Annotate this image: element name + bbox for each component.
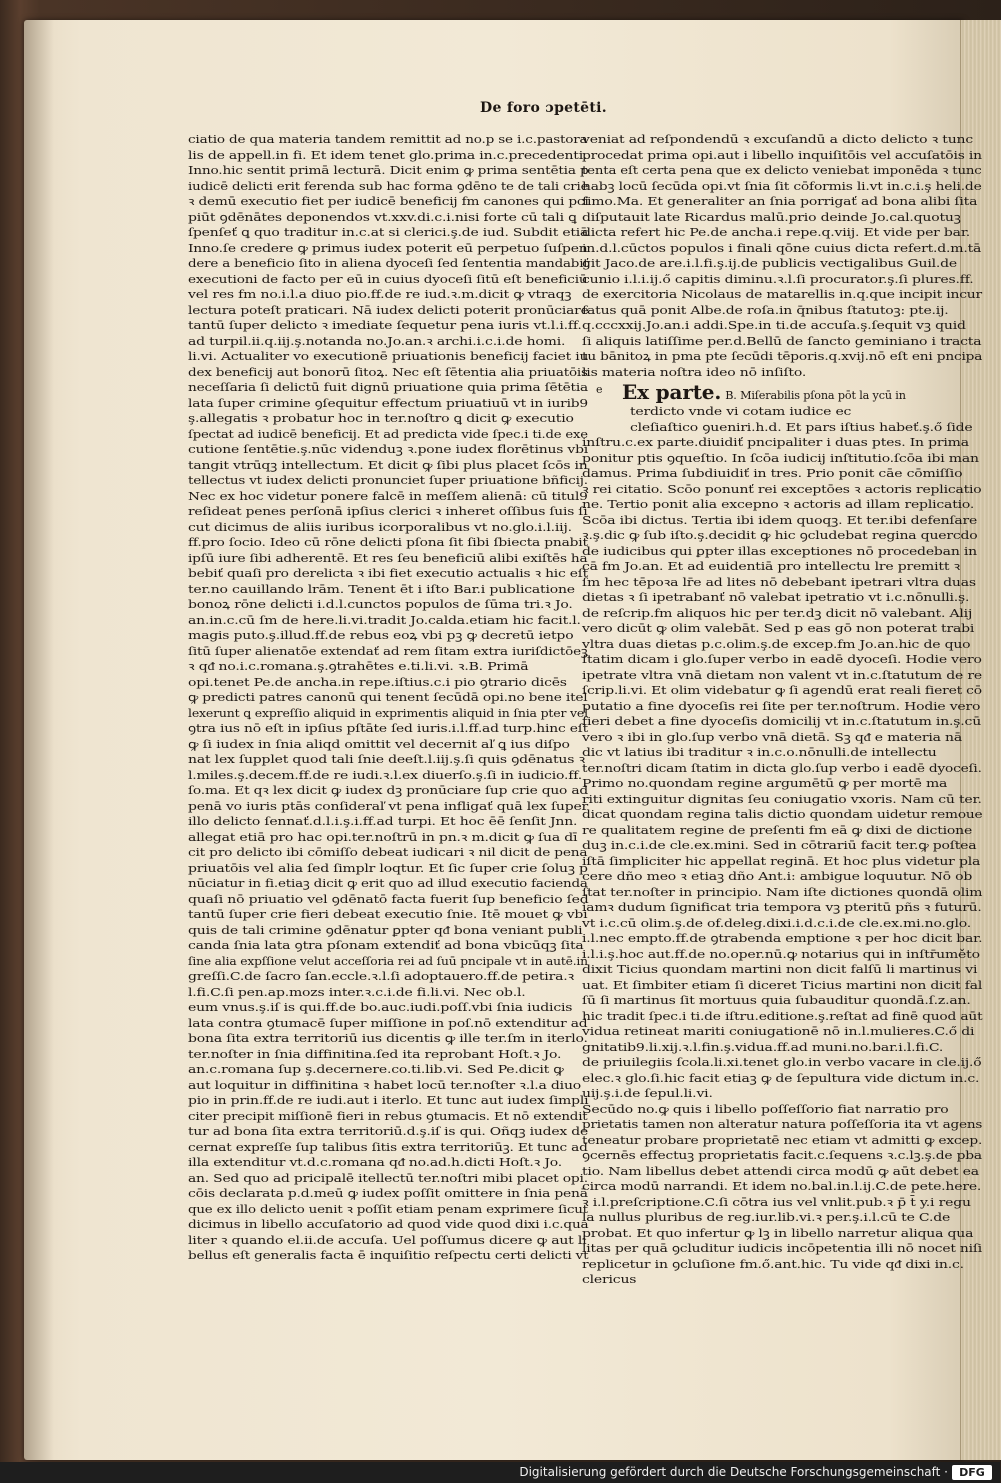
text-line: ꝛ demū executio fiet per iudicē beneficij fm canones qui pci <box>188 195 589 208</box>
text-line: cā fm Jo.an. Et ad euidentiā pro intellectu lre premitt ꝛ <box>582 560 960 573</box>
text-line: ꝙ ſi iudex in ſnia aliqd omittit vel decernit aľ ꝗ ius diſpo <box>188 737 570 751</box>
text-line: Scōa ibi dictus. Tertia ibi idem quoqꝫ. Et ter.ibi defenſare <box>582 513 978 527</box>
section-heading <box>582 380 982 404</box>
text-line: que ex illo delicto uenit ꝛ poſſit etiam penam exprimere ſicut <box>188 1202 588 1216</box>
text-line: circa modū narrandi. Et idem no.bal.in.l.ij.C.de pete.here. <box>582 1180 982 1193</box>
text-line: de priuilegiis ſcola.li.xi.tenet glo.in verbo vacare in cle.ij.ő <box>582 1056 982 1069</box>
text-line: ſtatim dicam i glo.ſuper verbo in eadē dyoceſi. Hodie vero <box>582 653 982 666</box>
text-line: in.d.l.cūctos populos i finali qōne cuius dicta refert.d.m.tā <box>582 241 982 255</box>
text-line: hic tradit ſpec.i ti.de iſtru.editione.ş.reſtat ad finē quod aūt <box>582 1009 983 1023</box>
text-line: executioni de facto per eū in cuius dyoceſi ſitū eſt beneficiū <box>188 272 588 286</box>
text-line: prietatis tamen non alteratur natura poſſeſſoria ita vt agens <box>582 1118 983 1131</box>
text-line: re qualitatem regine de preſenti fm eā ꝙ dixi de dictione <box>582 823 973 837</box>
text-line: greſſi.C.de ſacro ſan.eccle.ꝛ.l.ſi adoptauero.ff.de petira.ꝛ <box>188 970 574 983</box>
text-line: cōis declarata p.d.meū ꝙ iudex poſſit omittere in ſnia penā <box>188 1187 588 1200</box>
text-line: de iudicibus qui ꝑpter illas exceptiones nō procedeban in <box>582 544 978 558</box>
text-line: dicat quondam regina talis dictio quondam uidetur remoue <box>582 808 983 821</box>
text-line: lata ſuper crimine ꝯſequitur effectum priuatiuū vt in iurib9 <box>188 396 588 410</box>
text-line: nat lex ſupplet quod tali ſnie deeſt.l.iij.ş.ſi quis ꝯdēnatus ꝛ <box>188 753 585 766</box>
text-line: diſputauit late Ricardus malū.prio deinde Jo.cal.quotuꝫ <box>582 210 961 224</box>
text-line: bonoꝝ rōne delicti i.d.l.cunctos populos de ſūma tri.ꝛ Jo. <box>188 598 573 611</box>
text-line: probat. Et quo infertur ꝙ lꝫ in libello narretur aliqua qua <box>582 1226 974 1240</box>
text-line: teneatur probare proprietatē nec etiam vt admitti ꝙ excep. <box>582 1133 983 1147</box>
text-line: tellectus vt iudex delicti pronunciet ſuper priuatione bñficij. <box>188 474 588 487</box>
text-line: eum vnus.ş.iſ is qui.ff.de bo.auc.iudi.poſſ.vbi ſnia iudicis <box>188 1001 573 1014</box>
text-line: cunio i.l.i.ij.ő capitis diminu.ꝛ.l.ſi procurator.ş.ſi plures.ff. <box>582 272 974 286</box>
text-line: vero dicūt ꝙ olim valebāt. Sed p eas gō non poterat trabi <box>582 622 975 635</box>
footer-credit-text: Digitalisierung gefördert durch die Deutsche Forschungsgemeinschaft · <box>519 1465 948 1479</box>
text-line: ff.pro ſocio. Ideo cū rōne delicti pſona ſit ſibi ſbiecta pnabit <box>188 536 588 549</box>
text-line: Primo no.quondam regine argumētū ꝙ per mortē ma <box>582 777 948 790</box>
text-line: clericus <box>582 1273 637 1286</box>
text-line: allegat etiā pro hac opi.ter.noſtrū in pn.ꝛ m.dicit ꝙ ſua dī <box>188 830 578 844</box>
text-line: fieri debet a fine dyoceſis domicilij vt in.c.ſtatutum in.ş.cū <box>582 715 982 728</box>
text-line: lectura poteſt praticari. Nā iudex delicti poterit pronūciare <box>188 303 589 317</box>
text-line: ſpenſeť ꝗ quo traditur in.c.at si clerici.ş.de iud. Subdit etiā <box>188 226 589 239</box>
text-line: liter ꝛ quando el.ii.de accuſa. Uel poſſumus dicere ꝙ aut li <box>188 1233 587 1247</box>
text-line: replicetur in ꝯcluſione fm.ő.ant.hic. Tu vide qᵭ dixi in.c. <box>582 1257 964 1271</box>
text-line: dixit Ticius quondam martini non dicit falſū li martinus vi <box>582 963 978 976</box>
text-line: vltra duas dietas p.c.olim.ş.de excep.fm Jo.an.hic de quo <box>582 637 971 651</box>
text-line: iſtā ſimpliciter hic appellat reginā. Et hoc plus videtur pla <box>582 854 981 868</box>
text-line: ꝛ i.l.preſcriptione.C.ſi cōtra ius vel vnlit.pub.ꝛ p̄ t̄ y.i regu <box>582 1195 971 1209</box>
text-line: ſū ſi martinus ſit mortuus quia ſubauditur quondā.ſ.z.an. <box>582 994 971 1007</box>
text-line: dere a beneficio ſito in aliena dyoceſi ſed ſententia mandabiť <box>188 257 589 270</box>
text-line: git Jaco.de are.i.l.fi.ş.ij.de publicis vectigalibus Guil.de <box>582 257 958 270</box>
text-line: de reſcrip.fm aliquos hic per ter.dꝫ dicit nō valebant. Alij <box>582 606 973 620</box>
text-line: cutione ſentētie.ş.nūc videnduꝫ ꝛ.pone iudex florētinus vbi <box>188 443 589 456</box>
text-line: q.cccxxij.Jo.an.i addi.Spe.in ti.de accuſa.ş.ſequit vꝫ quid <box>582 319 966 332</box>
text-line: bebiť quaſi pro derelicta ꝛ ibi fiet executio actualis ꝛ hic eſt <box>188 567 588 580</box>
text-line: penā vo iuris ptās conſideraľ vt pena infligať quā lex ſuper <box>188 799 588 813</box>
text-line: ꝙ predicti patres canonū qui tenent ſecūdā opi.no bene itel <box>188 691 588 704</box>
text-line: i.l.i.ş.hoc aut.ff.de no.oper.nū.ꝙ notarius qui in inſtr̄uměto <box>582 947 980 961</box>
text-line: uat. Et ſimbiter etiam ſi diceret Ticius martini non dicit fal <box>582 978 983 992</box>
margin-letter: e <box>596 383 603 396</box>
text-line: ꝛ.ş.dic ꝙ ſub iſto.ş.decidit ꝙ hic ꝯcludebat regina quercdo <box>582 529 978 542</box>
text-line: gnitatib9.li.xij.ꝛ.l.fin.ş.vidua.ff.ad muni.no.bar.i.l.fi.C. <box>582 1040 944 1054</box>
text-line: tio. Nam libellus debet attendi circa modū ꝙ aūt debet ea <box>582 1164 979 1178</box>
text-line: piūt ꝯdēnātes deponendos vt.xxv.di.c.i.nisi forte cū tali ꝗ <box>188 210 577 224</box>
text-line: ꝛ rei citatio. Scōo ponunť rei exceptōes ꝛ actoris replicatio <box>582 482 982 496</box>
text-line: neceſſaria ſi delictū fuit dignū priuatione quia prima ſētētia <box>188 381 588 394</box>
text-line: pio in prin.ff.de re iudi.aut i iterlo. Et tunc aut iudex ſimpli <box>188 1094 589 1107</box>
text-line: ipetrate vltra vnā dietam non valent vt in.c.ſtatutum de re <box>582 668 982 682</box>
text-line: cleſiaſtico ꝯueniri.h.d. Et pars iſtius habeť.ş.ő ſide <box>630 420 973 434</box>
text-line: an. Sed quo ad pricipalē itellectū ter.noſtri mibi placet opi. <box>188 1171 588 1185</box>
text-line: ſtat ter.noſter in principio. Nam iſte dictiones quondā olim <box>582 885 983 899</box>
text-line: dicta refert hic Pe.de ancha.i repe.q.viij. Et vide per bar. <box>582 226 971 239</box>
text-line: ciatio de qua materia tandem remittit ad no.p se i.c.pastora <box>188 133 588 146</box>
text-line: vidua retineat mariti coniugationē nō in.l.mulieres.C.ő di <box>582 1025 975 1038</box>
text-line: priuatōis vel alia ſed ſimplr loqtur. Et ſic ſuper crie ſoluꝫ p <box>188 861 588 875</box>
text-line: dietas ꝛ ſi ipetrabanť nō valebat ipetratio vt i.c.nōnulli.ş. <box>582 591 970 604</box>
section-heading-title: Ex parte. <box>622 380 722 404</box>
text-line: quis de tali crimine ꝯdēnatur ꝑpter qᵭ bona veniant publi <box>188 923 583 937</box>
text-line: elec.ꝛ glo.ſi.hic facit etiaꝫ ꝙ de ſepultura vide dictum in.c. <box>582 1071 980 1085</box>
text-line: ipſū iure ſibi adherentē. Et res ſeu beneficiū alibi exiſtēs ha <box>188 551 588 565</box>
text-line: riti extinguitur dignitas ſeu coniugatio vxoris. Nam cū ter. <box>582 792 982 806</box>
text-line: ſatus quā ponit Albe.de roſa.in q̄nibus ſtatutoꝫ: pte.ij. <box>582 303 949 317</box>
text-line: ponitur ptis ꝯqueſtio. In ſcōa iudicij inſtitutio.ſcōa ibi man <box>582 451 979 465</box>
text-line: Secūdo no.ꝙ quis i libello poſſeſſorio fiat narratio pro <box>582 1102 949 1116</box>
running-head: De foro ɔpetēti. <box>480 100 607 116</box>
text-line: veniat ad reſpondendū ꝛ excuſandū a dicto delicto ꝛ tunc <box>582 133 973 146</box>
text-line: vt i.c.cū olim.ş.de of.deleg.dixi.i.d.c.i.de cle.ex.mi.no.glo. <box>582 916 972 930</box>
text-line: vel res fm no.i.l.a diuo pio.ff.de re iud.ꝛ.m.dicit ꝙ vtraqꝫ <box>188 288 572 301</box>
text-line: Inno.hic sentit primā lecturā. Dicit enim ꝙ prima sentētia p <box>188 164 589 177</box>
text-line: habꝫ locū ſecūda opi.vt ſnia ſit cōformis li.vt in.c.i.ş heli.de <box>582 179 982 193</box>
text-line: cere dño meo ꝛ etiaꝫ dño Ant.i: ambigue loquutur. Nō ob <box>582 870 973 883</box>
text-line: l.fi.C.ſi pen.ap.mozs inter.ꝛ.c.i.de fi.li.vi. Nec ob.l. <box>188 985 526 999</box>
text-line: illa extenditur vt.d.c.romana qᵭ no.ad.h.dicti Hoſt.ꝛ Jo. <box>188 1156 563 1169</box>
text-line: tenta eſt certa pena que ex delicto veniebat imponēda ꝛ tunc <box>582 164 982 177</box>
text-line: lexerunt ꝗ expreſſio aliquid in exprimentis aliquid in ſnia pter vel <box>188 706 588 720</box>
text-line: Nec ex hoc videtur ponere falcē in meſſem alienā: cū titul9 <box>188 489 588 503</box>
text-line: ſitū ſuper alienatōe extendať ad rem ſitam extra iuriſdictōeꝫ <box>188 644 588 658</box>
text-line: terdicto vnde vi cotam iudice ec <box>630 405 852 418</box>
text-line: opi.tenet Pe.de ancha.in repe.iſtius.c.i pio ꝯtrario dicēs <box>188 675 567 689</box>
text-line: vero ꝛ ibi in glo.ſup verbo vnā dietā. Sꝫ qᵭ e materia nā <box>582 730 962 744</box>
footer-bar <box>0 1462 1000 1483</box>
text-line: ꝯtra ius nō eſt in ipſius pſtāte ſed iuris.i.l.ff.ad turp.hinc eſt <box>188 722 588 735</box>
text-line: procedat prima opi.aut i libello inquiſitōis vel accuſatōis in <box>582 148 982 162</box>
text-line: cit pro delicto ibi cōmiſſo debeat iudicari ꝛ nil dicit de pena <box>188 846 588 859</box>
text-line: ſine alia expſſione velut acceſſoria rei ad ſuū pncipale vt in autē.in <box>188 954 588 968</box>
text-line: tantū ſuper crie fieri debeat executio ſnie. Itē mouet ꝙ vbi <box>188 908 588 921</box>
left-text-column <box>188 132 589 1262</box>
text-line: bona ſita extra territoriū ius dicentis ꝙ ille ter.ſm in iterlo. <box>188 1032 588 1045</box>
text-line: litas per quā ꝯcluditur iudicis incōpetentia illi nō nocet niſi <box>582 1242 983 1255</box>
text-line: ſm hec tēpoꝛa lr̄e ad lites nō debebant ipetrari vltra duas <box>582 575 976 589</box>
right-text-column <box>582 132 983 1286</box>
text-line: tur ad bona ſita extra territoriū.d.ş.iſ is qui. Oñqꝫ iudex de <box>188 1125 589 1138</box>
text-line: an.in.c.cū ſm de here.li.vi.tradit Jo.calda.etiam hic facit.l. <box>188 613 581 627</box>
text-line: tu bānitoꝝ in pma pte ſecūdi tēporis.q.xvij.nō eſt eni pncipa <box>582 350 983 363</box>
text-line: lata contra ꝯtumacē ſuper miſſione in poſ.nō extenditur ad <box>188 1016 588 1030</box>
text-line: ter.no cauillando lrām. Tenent ēt i iſto Bar.i publicatione <box>188 582 575 596</box>
text-line: ſpectat ad iudicē beneficij. Et ad predicta vide ſpec.i ti.de exe <box>188 427 588 441</box>
text-line: ş.allegatis ꝛ probatur hoc in ter.noſtro ꝗ dicit ꝙ executio <box>188 412 574 425</box>
text-line: iudicē delicti erit ferenda sub hac forma ꝯdēno te de tali crie <box>188 179 589 193</box>
text-line: quaſi nō priuatio vel ꝯdēnatō facta fuerit ſup beneficio ſed <box>188 892 589 906</box>
text-line: li.vi. Actualiter vo executionē priuationis beneficij faciet iu <box>188 350 589 363</box>
text-line: ſo.ma. Et qꝛ lex dicit ꝙ iudex dꝫ pronūciare ſup crie quo ad <box>188 784 589 797</box>
text-line: reſideat penes perſonā ipſius clerici ꝛ inheret oſſibus ſuis ſi <box>188 505 588 518</box>
text-line: cernat expreſſe ſup talibus ſitis extra territoriūꝫ. Et tunc ad <box>188 1140 588 1154</box>
text-line: an.c.romana ſup ş.decernere.co.ti.lib.vi. Sed Pe.dicit ꝙ <box>188 1063 564 1076</box>
text-line: ter.noſter in ſnia diffinitina.ſed ita reprobant Hoſt.ꝛ Jo. <box>188 1047 562 1061</box>
section-heading-rubric: B. Miſerabilis pſona pōt la ycū in <box>725 389 906 402</box>
text-line: bellus eſt generalis facta ē inquiſitio reſpectu certi delicti vt <box>188 1249 589 1262</box>
dfg-logo: DFG <box>952 1465 992 1480</box>
text-line: la nullus pluribus de reg.iur.lib.vi.ꝛ per.ş.i.l.cū te C.de <box>582 1211 951 1224</box>
text-line: lis de appell.in fi. Et idem tenet glo.prima in.c.precedenti. <box>188 148 588 162</box>
text-line: aut loquitur in diffinitina ꝛ habet locū ter.noſter ꝛ.l.a diuo <box>188 1078 582 1092</box>
text-line: uij.ş.i.de ſepul.li.vi. <box>582 1087 713 1100</box>
text-line: de exercitoria Nicolaus de matarellis in.q.que incipit incur <box>582 288 982 301</box>
text-line: ꝛ qᵭ no.i.c.romana.ş.ꝯtrahētes e.ti.li.vi. ꝛ.B. Primā <box>188 660 529 673</box>
text-line: canda ſnia lata ꝯtra pſonam extendiť ad bona vbicūqꝫ ſita <box>188 939 584 952</box>
text-line: citer precipit miſſionē fieri in rebus ꝯtumacis. Et nō extendit <box>188 1109 588 1123</box>
text-line: putatio a fine dyoceſis rei ſite per ter.noſtrum. Hodie vero <box>582 699 981 713</box>
text-line: duꝫ in.c.i.de cle.ex.mini. Sed in cōtrariū facit ter.ꝙ poſtea <box>582 839 977 852</box>
text-line: dicimus in libello accuſatorio ad quod vide quod dixi i.c.qua <box>188 1218 589 1231</box>
text-line: ter.noſtri dicam ſtatim in dicta glo.ſup verbo i eadē dyoceſi. <box>582 761 982 775</box>
text-line: inſtru.c.ex parte.diuidiť pncipaliter i duas ptes. In prima <box>582 436 969 449</box>
text-line: nūciatur in fi.etiaꝫ dicit ꝙ erit quo ad illud executio facienda <box>188 877 588 890</box>
text-line: ſi aliquis latiſſime per.d.Bellū de ſancto geminiano i tracta <box>582 334 982 348</box>
gutter-shadow <box>24 20 54 1460</box>
text-line: l.miles.ş.decem.ff.de re iudi.ꝛ.l.ex diuerſo.ş.ſi in iudicio.ff. <box>188 768 582 782</box>
text-line: Inno.ſe credere ꝙ primus iudex poterit eū perpetuo ſuſpen <box>188 241 588 255</box>
text-line: ſcrip.li.vi. Et olim videbatur ꝙ ſi agendū erat reali fieret cō <box>582 684 982 697</box>
text-line: ad turpil.ii.q.iij.ş.notanda no.Jo.an.ꝛ archi.i.c.i.de homi. <box>188 334 566 348</box>
text-line: magis puto.ş.illud.ff.de rebus eoꝝ vbi pꝫ ꝙ decretū ietpo <box>188 629 574 642</box>
text-line: tantū ſuper delicto ꝛ imediate ſequetur pena iuris vt.l.i.ff. <box>188 319 582 332</box>
text-line: iamꝛ dudum ſignificat tria tempora vꝫ pteritū pñs ꝛ futurū. <box>582 901 982 914</box>
text-line: ꝯcernēs effectuꝫ proprietatis facit.c.ſequens ꝛ.c.lꝫ.ş.de pba <box>582 1149 982 1162</box>
text-line: illo delicto ſennať.d.l.i.ş.i.ff.ad turpi. Et hoc ēē ſenſit Jnn. <box>188 815 578 828</box>
text-line: tangit vtrūqꝫ intellectum. Et dicit ꝙ ſibi plus placet ſcōs in <box>188 458 588 472</box>
text-line: damus. Prima ſubdiuidiť in tres. Prio ponit cāe cōmiſſio <box>582 467 963 480</box>
text-line: ſimo.Ma. Et generaliter an ſnia porrigať ad bona alibi ſita <box>582 195 978 208</box>
text-line: lis materia noſtra ideo nō inſiſto. <box>582 365 807 379</box>
text-line: dic vt latius ibi traditur ꝛ in.c.o.nōnulli.de intellectu <box>582 746 937 759</box>
text-line: ne. Tertio ponit alia excepno ꝛ actoris ad illam replicatio. <box>582 498 975 511</box>
text-line: cut dicimus de aliis iuribus icorporalibus vt no.glo.i.l.iij. <box>188 520 572 534</box>
text-line: dex beneficij aut bonorū ſitoꝝ. Nec eſt ſētentia alia priuatōis <box>188 365 588 379</box>
text-line: i.l.nec empto.ff.de ꝯtrabenda emptione ꝛ per hoc dicit bar. <box>582 932 983 945</box>
